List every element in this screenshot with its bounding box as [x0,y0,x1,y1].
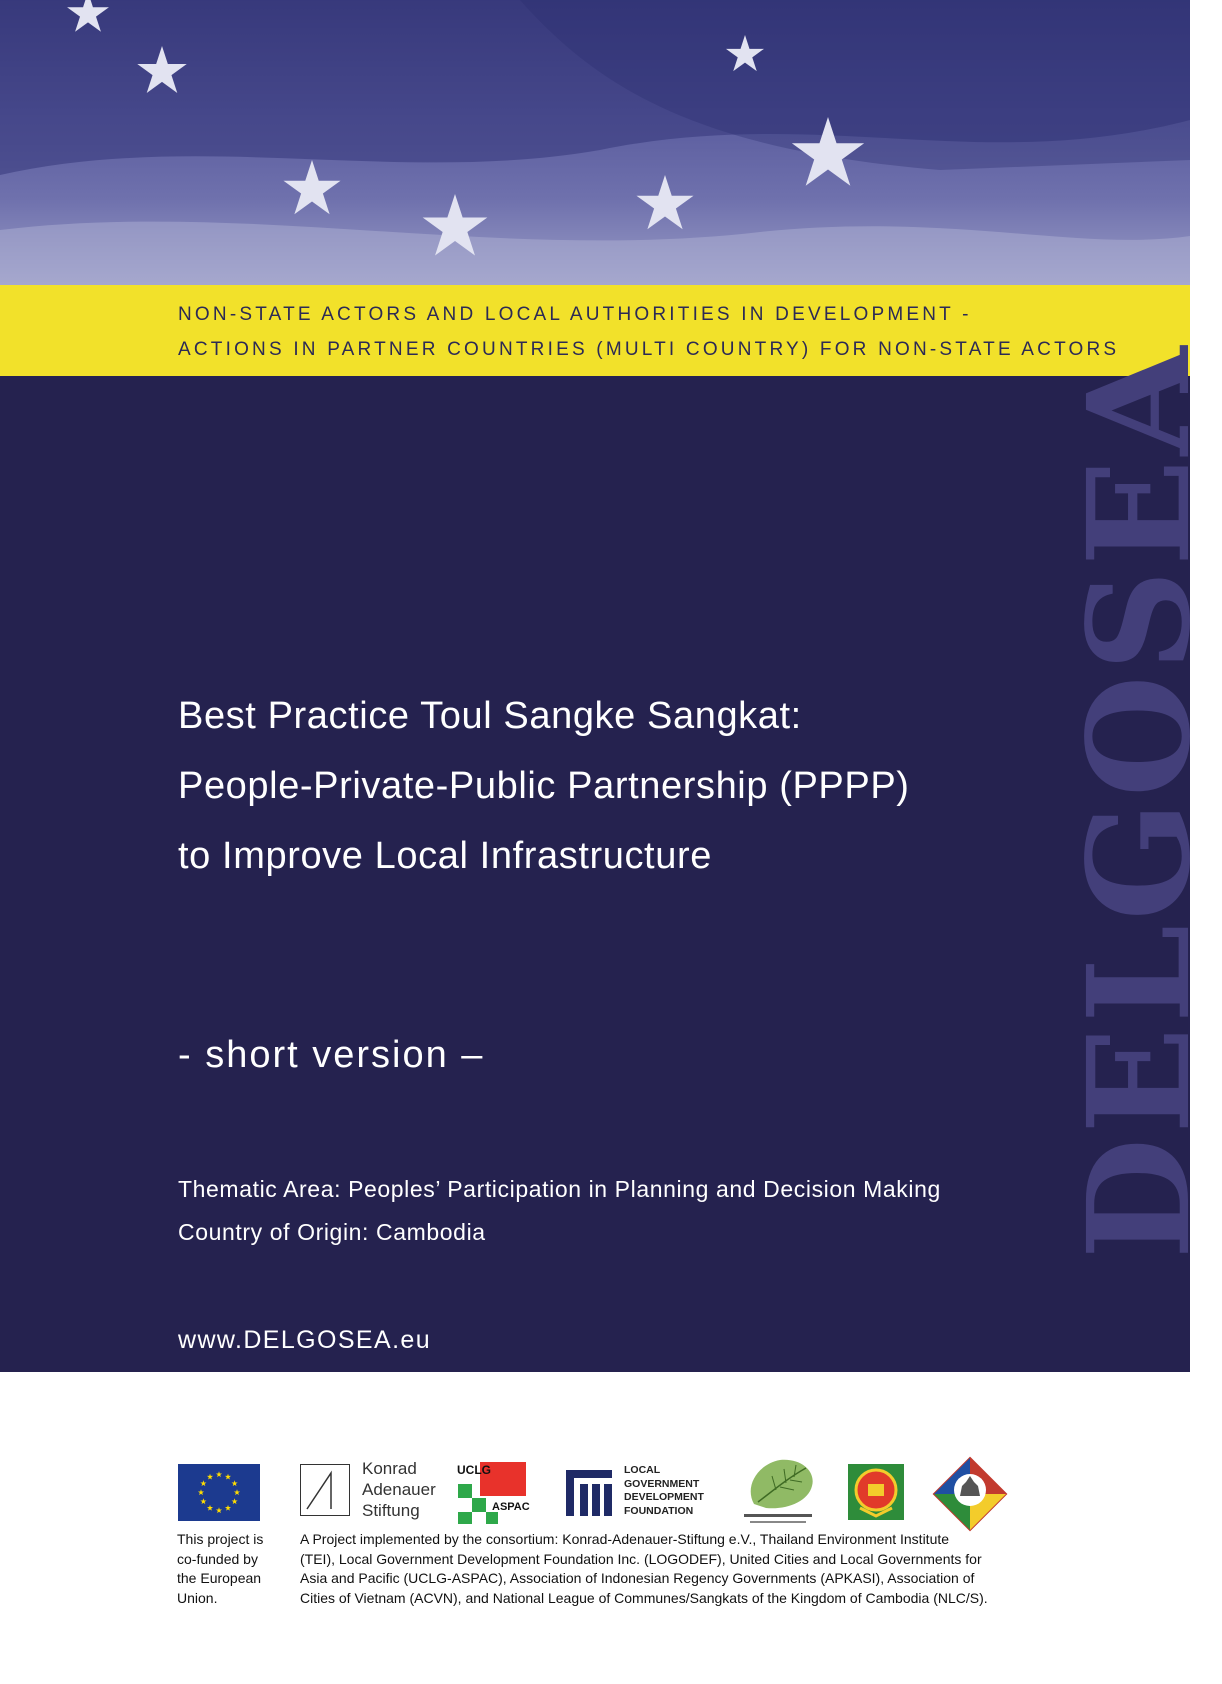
funding-line-1: This project is [177,1531,264,1547]
kas-name [362,1458,436,1521]
country-of-origin: Country of Origin: Cambodia [178,1219,486,1245]
funding-line-2: co-funded by [177,1550,258,1567]
title-line-3: to Improve Local Infrastructure [178,835,712,877]
program-line-1: NON-STATE ACTORS AND LOCAL AUTHORITIES IN DEVELOPMENT - [178,304,972,325]
kas-mark-icon [300,1464,350,1516]
partner-logos [0,1450,1190,1540]
consortium-line-1: A Project implemented by the consortium: Konrad-Adenauer-Stiftung e.V., Thailand Environment Institute [300,1531,950,1547]
kas-line-2: Adenauer [362,1480,436,1499]
logodef-line-3: DEVELOPMENT [624,1491,704,1503]
thematic-area: Thematic Area: Peoples’ Participation in Planning and Decision Making [178,1176,941,1202]
consortium-line-3: Asia and Pacific (UCLG-ASPAC), Association of Indonesian Regency Governments (APKASI), Association of [300,1570,975,1586]
eu-star-icon [216,1471,222,1477]
eu-star-icon [234,1489,240,1495]
delgosea-watermark: DELGOSEA [1058,342,1222,1260]
aspac-label: ASPAC [492,1501,530,1513]
kas-line-1: Konrad [362,1459,417,1478]
eu-star-icon [207,1505,213,1511]
funding-line-4: Union. [177,1589,218,1606]
eu-funding-note [177,1530,277,1608]
website-link[interactable]: www.DELGOSEA.eu [178,1326,432,1354]
logodef-mark-icon [566,1470,612,1516]
document-subtitle: - short version – [178,1034,485,1076]
star-flag-graphic [0,0,1190,285]
uclg-label: UCLG [457,1463,491,1477]
eu-star-icon [207,1474,213,1480]
eu-star-icon [200,1498,206,1504]
nlc-emblem [932,1456,1008,1532]
eu-flag-photo [0,0,1190,285]
logodef-logo [566,1464,716,1520]
program-line-2: ACTIONS IN PARTNER COUNTRIES (MULTI COUNTRY) FOR NON-STATE ACTORS [178,339,1120,360]
tei-leaf-logo [736,1456,820,1528]
uclg-aspac-logo [456,1462,528,1528]
logodef-line-1: LOCAL [624,1464,661,1476]
eu-star-icon [200,1480,206,1486]
consortium-line-2: (TEI), Local Government Development Foundation Inc. (LOGODEF), United Cities and Local Governments for [300,1550,982,1567]
eu-star-icon [216,1507,222,1513]
eu-flag-logo [178,1464,260,1521]
consortium-line-4: Cities of Vietnam (ACVN), and National League of Communes/Sangkats of the Kingdom of Cambodia (NLC/S). [300,1589,988,1606]
funding-line-3: the European [177,1570,262,1586]
title-line-1: Best Practice Toul Sangke Sangkat: [178,695,802,737]
kas-logo [300,1458,436,1526]
logodef-line-4: FOUNDATION [624,1504,694,1517]
eu-star-icon [225,1474,231,1480]
eu-star-icon [232,1480,238,1486]
document-title [178,681,910,891]
kas-line-3: Stiftung [362,1501,420,1520]
consortium-note [300,1530,1016,1608]
eu-star-icon [232,1498,238,1504]
eu-star-circle-icon [178,1464,260,1521]
program-band [0,285,1190,376]
title-line-2: People-Private-Public Partnership (PPPP) [178,765,910,807]
logodef-line-2: GOVERNMENT [624,1477,700,1490]
eu-star-icon [225,1505,231,1511]
eu-star-icon [198,1489,204,1495]
acvn-emblem [848,1464,904,1520]
logodef-name [624,1464,704,1518]
